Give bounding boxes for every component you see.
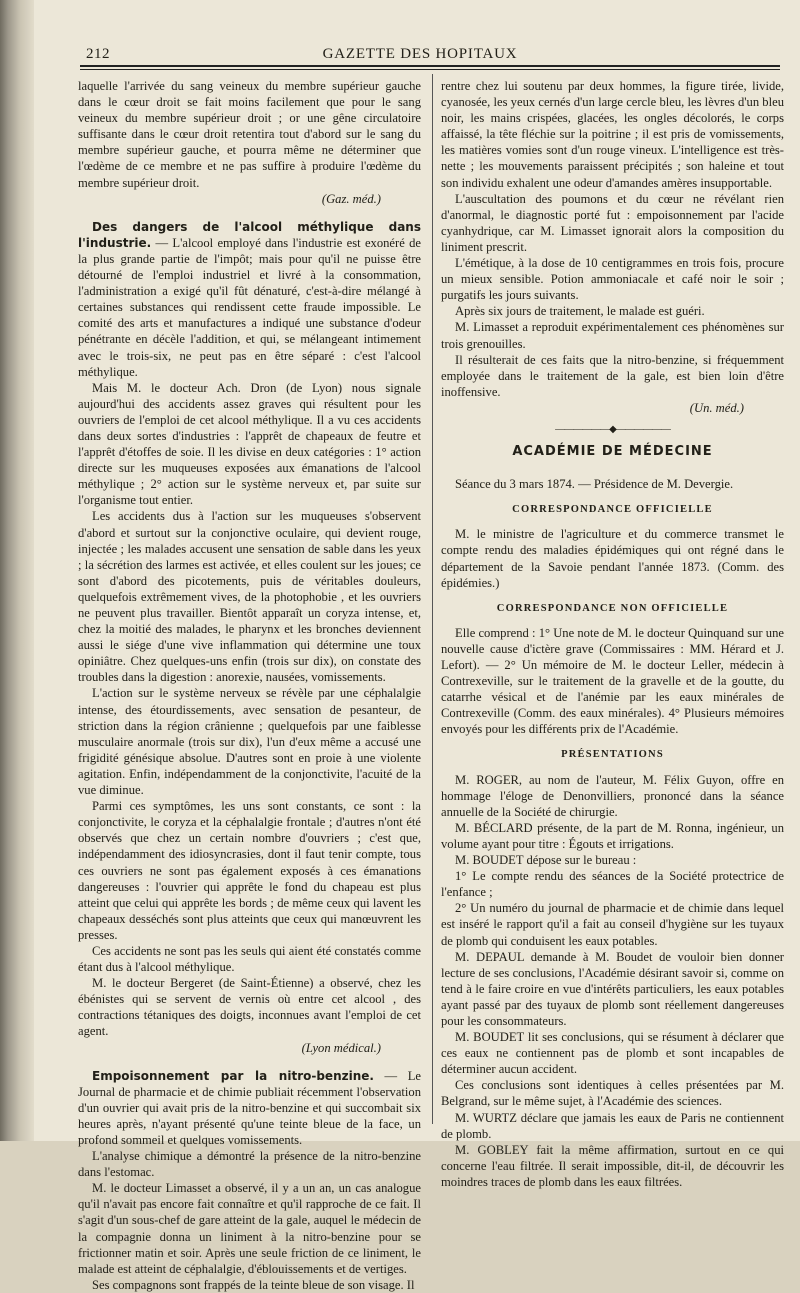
source-citation: (Gaz. méd.) [321, 191, 381, 206]
paragraph: Mais M. le docteur Ach. Dron (de Lyon) nous signale aujourd'hui des accidents assez graves qui résultent pour les ouvriers de l'emploi de cet alcool méthylique. Il a vu ces accidents dans deux sortes d'industries : l'apprêt de chapeaux de feutre et l'apprêt d'étoffes de soie. Il les divise en deux catégories : 1° action directe sur les muqueuses exposées aux émanations de l'alcool méthylique ; 2° action sur le système nerveux et, par suite sur l'organisme tout entier. [78, 380, 421, 508]
section-separator: ——————◆—————— [555, 423, 670, 435]
paragraph: 1° Le compte rendu des séances de la Société protectrice de l'enfance ; [441, 869, 784, 900]
article-paragraph [78, 1068, 421, 1148]
paragraph: M. GOBLEY fait la même affirmation, surtout en ce qui concerne l'eau filtrée. Il serait impossible, dit-il, de découvrir les moindres traces de plomb dans les eaux filtrées. [441, 1142, 784, 1189]
paragraph: Après six jours de traitement, le malade est guéri. [455, 304, 705, 319]
source-citation: (Lyon médical.) [301, 1040, 381, 1055]
paragraph: rentre chez lui soutenu par deux hommes, la figure tirée, livide, cyanosée, les yeux cernés d'un large cercle bleu, les lèvres d'un bleu noir, les mains crispées, glacées, les ongles décolorés, le corps affaissé, la tête fléchie sur la poitrine ; il est pris de vomissements, les matières vomies sont d'un rouge vineux. L'intelligence est très-nette ; les mouvements paraissent précipités ; son haleine et tout son individu exhalent une odeur d'amandes amères insupportable. [441, 79, 784, 190]
paragraph: M. BOUDET lit ses conclusions, qui se résument à déclarer que ces eaux ne contiennent pas de plomb et sont incapables de déterminer aucun accident. [441, 1030, 784, 1077]
paragraph: M. DEPAUL demande à M. Boudet de vouloir bien donner lecture de ses conclusions, l'Académie désirant savoir si, comme on tend à le faire croire en vue d'intérêts particuliers, les eaux potables ayant passé par des tuyaux de plomb sont réellement dangereuses pour les consommateurs. [441, 949, 784, 1028]
article-title: Empoisonnement par la nitro-benzine. [92, 1068, 374, 1083]
subsection-title: CORRESPONDANCE NON OFFICIELLE [496, 602, 729, 614]
paragraph: Il résulterait de ces faits que la nitro-benzine, si fréquemment employée dans le traitement de la gale, est bien loin d'être inoffensive. [441, 352, 784, 399]
paragraph: 2° Un numéro du journal de pharmacie et de chimie dans lequel est inséré le rapport qu'il a fait au conseil d'hygiène sur les tuyaux de plomb qui conduisent les eaux potables. [441, 901, 784, 948]
paragraph: Parmi ces symptômes, les uns sont constants, ce sont : la conjonctivite, le coryza et la céphalalgie frontale ; d'autres n'ont été observés que chez un certain nombre d'ouvriers ; c'est que, indépendamment des idiosyncrasies, dont il faut tenir compte, tous ces ouvriers ne sont pas également exposés à ces émanations dangereuses : l'ouvrier qui apprête le fond du chapeau est plus atteint que celui qui apprête les bords ; de même ceux qui lavent les chapeaux desséchés sont plus atteints que ceux qui manœuvrent les presses. [78, 799, 421, 942]
paragraph: M. BÉCLARD présente, de la part de M. Ronna, ingénieur, un volume ayant pour titre : Égouts et irrigations. [441, 820, 784, 851]
page-number: 212 [86, 46, 110, 62]
paragraph: L'action sur le système nerveux se révèle par une céphalalgie intense, des étourdissements, avec sensation de pesanteur, de striction dans la région crânienne ; quelquefois par une faiblesse musculaire anormale (trois sur dix), l'un d'eux même a accusé une frigidité génésique absolue. D'autres sont en proie à une violente agitation. Enfin, indépendamment de la conjonctivite, l'acuité de la vue diminue. [78, 686, 421, 798]
paragraph: M. Limasset a reproduit expérimentalement ces phénomènes sur trois grenouilles. [441, 320, 784, 351]
source-citation: (Un. méd.) [689, 400, 744, 415]
paragraph: M. le ministre de l'agriculture et du commerce transmet le compte rendu des maladies épidémiques qui ont régné dans le département de la Savoie pendant l'année 1873. (Comm. des épidémies.) [441, 527, 784, 590]
column-divider [432, 74, 433, 1124]
subsection-title: CORRESPONDANCE OFFICIELLE [512, 504, 713, 516]
page-spine-shadow [0, 0, 34, 1141]
paragraph: L'auscultation des poumons et du cœur ne révélant rien d'anormal, le diagnostic porté fut : empoisonnement par l'acide cyanhydrique, car M. Limasset ignorait alors la composition du liniment prescrit. [441, 191, 784, 254]
paragraph: Ces conclusions sont identiques à celles présentées par M. Belgrand, sur le même sujet, à l'Académie des sciences. [441, 1078, 784, 1109]
article-title: Des dangers de l'alcool méthylique dans l'industrie. [78, 219, 421, 250]
paragraph: M. le docteur Bergeret (de Saint-Étienne) a observé, chez les ébénistes qui se servent de vernis où entre cet alcool , des contractions tétaniques des doigts, inconnues avant l'emploi de cet agent. [78, 976, 421, 1039]
paragraph: M. BOUDET dépose sur le bureau : [455, 853, 637, 868]
paragraph: L'analyse chimique a démontré la présence de la nitro-benzine dans l'estomac. [78, 1149, 421, 1180]
paragraph: L'émétique, à la dose de 10 centigrammes en trois fois, procure un mieux sensible. Potion ammoniacale et café noir le soir ; purgatifs les jours suivants. [441, 256, 784, 303]
article-paragraph [78, 219, 421, 380]
paragraph: M. WURTZ déclare que jamais les eaux de Paris ne contiennent de plomb. [441, 1110, 784, 1141]
header-rule [80, 65, 780, 67]
paragraph: Ses compagnons sont frappés de la teinte bleue de son visage. Il [92, 1277, 415, 1292]
paragraph: M. ROGER, au nom de l'auteur, M. Félix Guyon, offre en hommage l'éloge de Denonvilliers, prononcé dans la séance annuelle de la Société de chirurgie. [441, 772, 784, 819]
session-line: Séance du 3 mars 1874. — Présidence de M. Devergie. [455, 477, 734, 492]
left-column [78, 78, 421, 1293]
right-column [441, 78, 784, 1190]
header-rule-thin [80, 69, 780, 70]
paragraph: M. le docteur Limasset a observé, il y a un an, un cas analogue qu'il n'avait pas encore fait connaître et qu'il rapproche de ce fait. Il s'agit d'un sous-chef de gare atteint de la gale, auquel le médecin de la compagnie donna un liniment à la nitro-benzine pour se frictionner matin et soir. Après une seule friction de ce liniment, le malade est atteint de céphalalgie, d'éblouissements et de vertiges. [78, 1181, 421, 1276]
article-text: — Le Journal de pharmacie et de chimie publiait récemment l'observation d'un ouvrier qui avait pris de la nitro-benzine et qui succombait six heures après, n'ayant présenté qu'une teinte bleue de la face, un profond sommeil et quelques vomissements. [78, 1068, 421, 1147]
paragraph: Ces accidents ne sont pas les seuls qui aient été constatés comme étant dus à l'alcool méthylique. [78, 943, 421, 975]
article-text: — L'alcool employé dans l'industrie est exonéré de la plus grande partie de l'impôt; mais pour qu'il ne puisse être détourné de l'emploi industriel et livré à la consommation, l'administration a exigé qu'il fût dénaturé, c'est-à-dire mélangé à certaines substances qui rendissent cette fraude impossible. Le comité des arts et manufactures a indiqué une substance d'odeur pénétrante en décèle l'addition, et qui, se mélangeant intimement avec le trois-six, ne peut pas en être séparé : c'est l'alcool méthylique. [78, 235, 421, 379]
paragraph: Elle comprend : 1° Une note de M. le docteur Quinquand sur une nouvelle cause d'ictère grave (Commissaires : MM. Hérard et J. Lefort). — 2° Un mémoire de M. le docteur Leller, médecin à Contrexeville, sur le traitement de la gravelle et de la goutte, du catarrhe vésical et de l'anémie par les eaux minérales de Contrexeville (Comm. des eaux minérales). 4° Plusieurs mémoires envoyés pour les différents prix de l'Académie. [441, 625, 784, 737]
paragraph: laquelle l'arrivée du sang veineux du membre supérieur gauche dans le cœur droit se fait moins facilement que pour le sang veineux du membre supérieur droit ; or une gêne circulatoire suffisante dans le cœur droit retentira tout d'abord sur le sang du membre supérieur gauche, et pourra même ne déterminer que l'œdème de ce membre et ne pas suffire à produire l'œdème du membre supérieur droit. [78, 79, 421, 190]
subsection-title: PRÉSENTATIONS [561, 749, 664, 761]
journal-title: GAZETTE DES HOPITAUX [322, 46, 518, 62]
section-title: ACADÉMIE DE MÉDECINE [512, 444, 713, 460]
paragraph: Les accidents dus à l'action sur les muqueuses s'observent d'abord et surtout sur la conjonctive oculaire, qui devient rouge, injectée ; les malades accusent une sensation de sable dans les yeux ; la sécrétion des larmes est activée, et elles coulent sur les joues; ce sont d'abord des picotements, puis de véritables douleurs, quelquefois extrêmement vives, de la photophobie , et les ouvriers ne peuvent plus travailler. Bientôt apparaît un coryza intense, et, chez la moitié des malades, le pharynx et les bronches deviennent aussi le siége d'une vive inflammation qui détermine une toux opiniâtre. Chez quelques-uns enfin (trois sur dix), on constate des troubles dans la digestion : anorexie, nausées, vomissements. [78, 509, 421, 685]
